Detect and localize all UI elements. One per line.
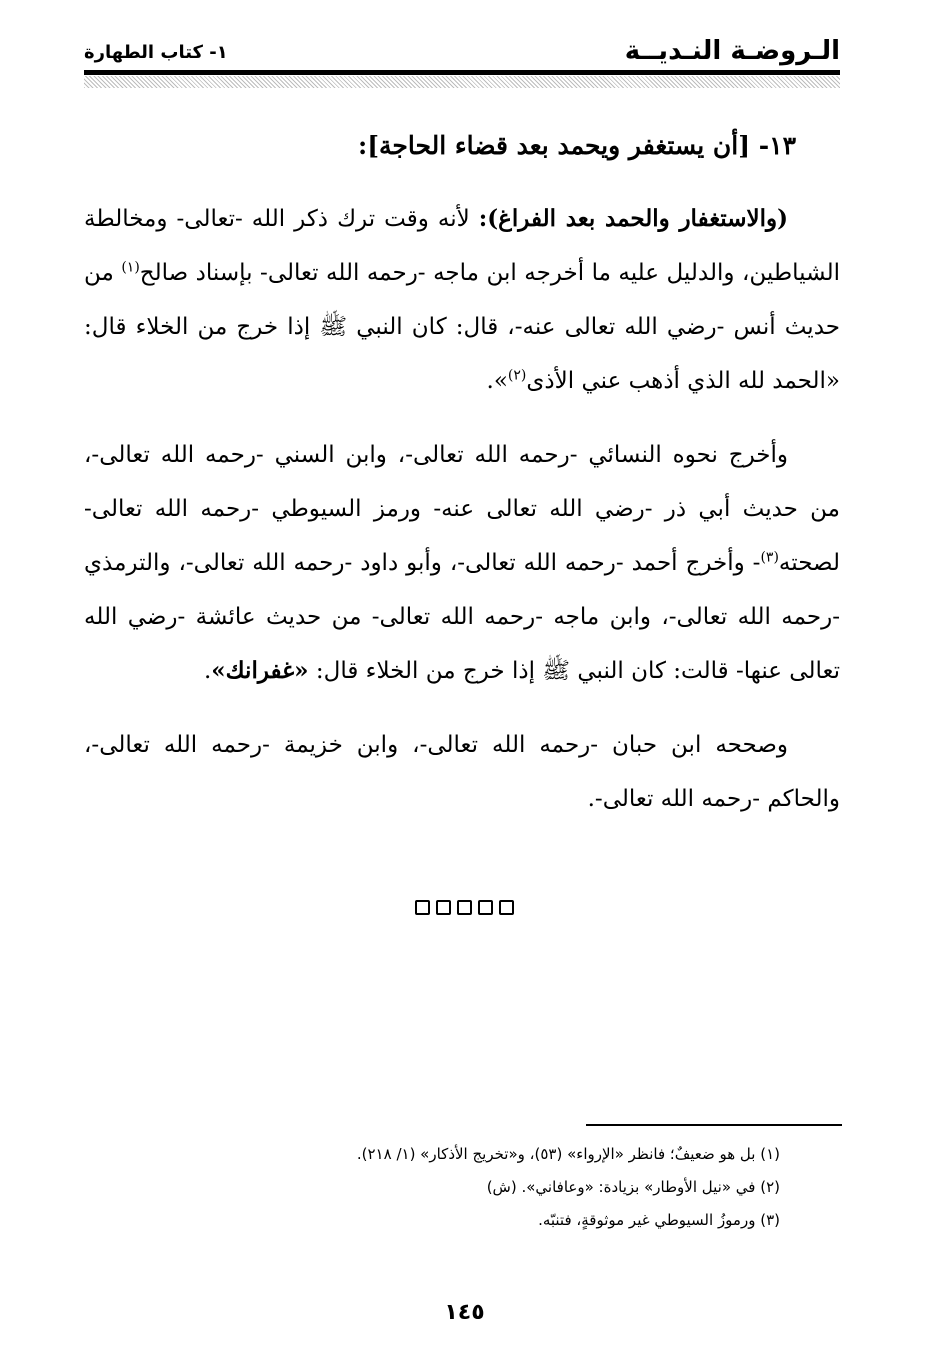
paragraph-text: لأنه وقت ترك ذكر الله -تعالى- ومخالطة الشياطين، والدليل عليه ما أخرجه ابن ماجه -رحمه الله تعالى- بإسناد صالح	[84, 206, 840, 286]
section-divider	[0, 900, 929, 915]
divider-square-icon	[457, 900, 472, 915]
divider-square-icon	[436, 900, 451, 915]
section-heading: ١٣- [أن يستغفر ويحمد بعد قضاء الحاجة]:	[357, 131, 796, 160]
paragraph-2	[84, 428, 840, 698]
footnote-ref-3: (٣)	[760, 549, 779, 566]
divider-square-icon	[499, 900, 514, 915]
footnote-ref-2: (٢)	[507, 367, 527, 384]
paragraph-text: - وأخرج أحمد -رحمه الله تعالى-، وأبو داود -رحمه الله تعالى-، والترمذي -رحمه الله تعالى-، وابن ماجه -رحمه الله تعالى- من حديث عائشة -رضي الله تعالى عنها- قالت: كان النبي ﷺ إذا خرج من الخلاء قال:	[84, 550, 840, 684]
running-header	[84, 28, 840, 68]
paragraph-text: من حديث أنس -رضي الله تعالى عنه-، قال: كان النبي ﷺ إذا خرج من الخلاء قال: «الحمد لله الذي أذهب عني الأذى	[84, 260, 840, 394]
footnotes	[84, 1138, 780, 1237]
paragraph-text: ».	[486, 368, 508, 394]
footnote-rule	[586, 1124, 842, 1126]
divider-square-icon	[478, 900, 493, 915]
header-pattern-band	[84, 76, 840, 88]
footnote-3: (٣) ورموزُ السيوطي غير موثوقةٍ، فتنبّه.	[538, 1211, 780, 1229]
chapter-title: ١- كتاب الطهارة	[84, 42, 228, 63]
paragraph-lead: (والاستغفار والحمد بعد الفراغ):	[478, 205, 789, 232]
footnote-1: (١) بل هو ضعيفٌ؛ فانظر «الإرواء» (٥٣)، و«تخريج الأذكار» (١/ ٢١٨).	[356, 1145, 780, 1163]
divider-square-icon	[415, 900, 430, 915]
paragraph-3: وصححه ابن حبان -رحمه الله تعالى-، وابن خزيمة -رحمه الله تعالى-، والحاكم -رحمه الله تعالى-.	[84, 732, 840, 812]
footnote-ref-1: (١)	[121, 259, 140, 276]
footnote-2: (٢) في «نيل الأوطار» بزيادة: «وعافاني». (ش)	[486, 1178, 780, 1196]
main-content	[84, 126, 840, 846]
paragraph-text: وأخرج نحوه النسائي -رحمه الله تعالى-، وابن السني -رحمه الله تعالى-، من حديث أبي ذر -رضي الله تعالى عنه- ورمز السيوطي -رحمه الله تعالى- لصحته	[84, 442, 840, 576]
book-title: الـروضـة النـديــة	[624, 36, 840, 66]
header-rule	[84, 70, 840, 75]
quote-ghufranak: «غفرانك»	[211, 657, 309, 684]
page-number: ١٤٥	[444, 1300, 485, 1325]
paragraph-1	[84, 192, 840, 408]
paragraph-text: .	[203, 658, 212, 684]
